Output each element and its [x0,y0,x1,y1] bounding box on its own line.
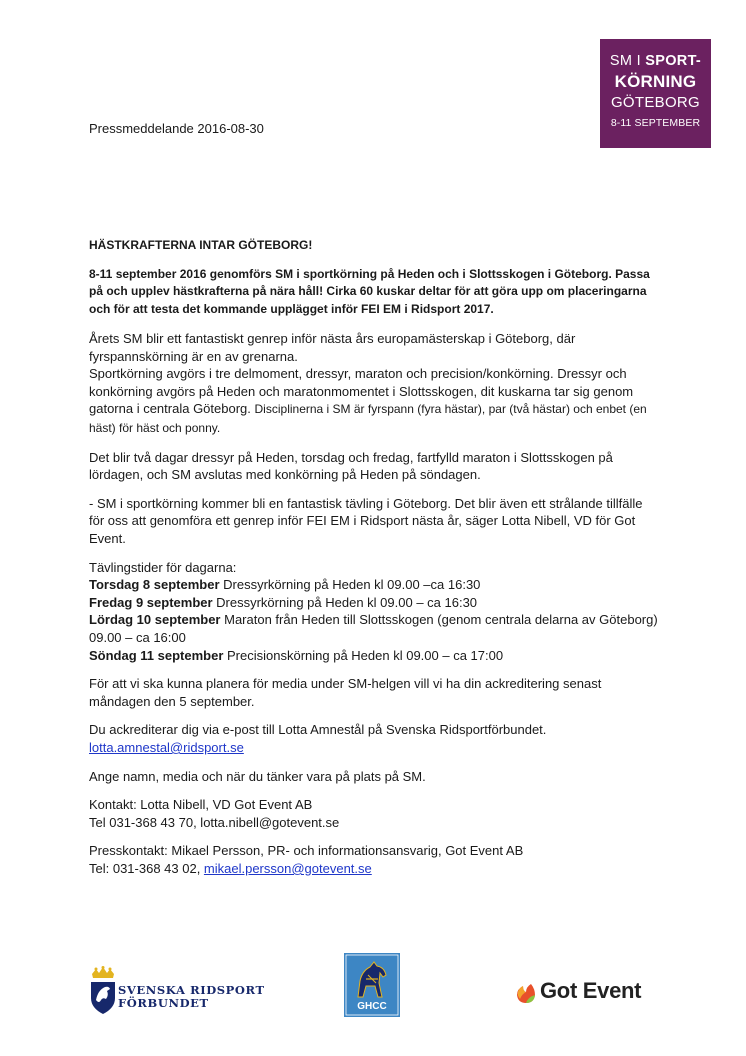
article-lead: 8-11 september 2016 genomförs SM i sportkörning på Heden och i Slottsskogen i Göteborg. Passa på och upplev hästkrafterna på nära håll! Cirka 60 kuskar deltar för att göra upp om placeringarna och för att testa det kommande upplägget inför FEI EM i Ridsport 2017. [89,266,650,316]
accreditation-email-link[interactable]: lotta.amnestal@ridsport.se [89,739,244,755]
sr-logo-line-1: SVENSKA RIDSPORT [118,983,265,997]
got-event-logo [514,978,664,1008]
press-release-date: Pressmeddelande 2016-08-30 [89,121,264,136]
paragraph-quote: - SM i sportkörning kommer bli en fantastisk tävling i Göteborg. Det blir även ett strålande tillfälle för oss att genomföra ett genrep inför FEI EM i Ridsport nästa år, säger Lotta Nibell, VD för Got Event. [89,495,643,547]
schedule-day: Fredag 9 september [89,594,213,610]
press-contact-name: Presskontakt: Mikael Persson, PR- och informationsansvarig, Got Event AB [89,843,524,859]
schedule-text: Maraton från Heden till Slottsskogen (genom centrala delarna av Göteborg) 09.00 – ca 16:00 [89,612,658,645]
sr-logo-line-2: FÖRBUNDET [118,996,209,1010]
logo-line-1a: SM I [609,53,641,69]
sm-sportkorning-logo [600,39,711,148]
ghcc-logo [344,953,400,1017]
schedule-item [89,612,658,645]
contact-block [89,796,659,831]
press-contact-block [89,842,659,877]
ghcc-logo-text: GHCC [357,1001,387,1012]
intro-line-3: Disciplinerna i SM är fyrspann (fyra hästar), par (två hästar) och enbet (en häst) för häst och ponny. [89,402,647,436]
got-event-flame-icon [514,981,538,1005]
press-contact-phone: Tel: 031-368 43 02, [89,860,204,876]
accreditation-text: Du ackrediterar dig via e-post till Lotta Amnestål på Svenska Ridsportförbundet. [89,722,547,738]
logo-line-1 [600,53,711,69]
schedule-text: Dressyrkörning på Heden kl 09.00 –ca 16:30 [219,577,481,593]
got-event-logo-text: Got Event [540,978,642,1003]
schedule-text: Dressyrkörning på Heden kl 09.00 – ca 16:30 [212,594,478,610]
contact-phone-email: Tel 031-368 43 70, lotta.nibell@gotevent.se [89,814,340,830]
logo-line-1b: SPORT- [645,53,702,69]
contact-name: Kontakt: Lotta Nibell, VD Got Event AB [89,797,313,813]
intro-line-1: Årets SM blir ett fantastiskt genrep inför nästa års europamästerskap i Göteborg, där fyrspannskörning är en av grenarna. [89,331,576,364]
schedule-text: Precisionskörning på Heden kl 09.00 – ca 17:00 [223,647,504,663]
press-contact-email-link[interactable]: mikael.persson@gotevent.se [203,860,372,876]
schedule-day: Söndag 11 september [89,647,224,663]
logo-line-3: GÖTEBORG [610,94,701,111]
logo-line-4: 8-11 SEPTEMBER [610,117,701,129]
article-body [89,237,659,889]
schedule-day: Torsdag 8 september [89,577,220,593]
paragraph-accreditation-deadline: För att vi ska kunna planera för media under SM-helgen vill vi ha din ackreditering senast måndagen den 5 september. [89,676,602,709]
article-heading: HÄSTKRAFTERNA INTAR GÖTEBORG! [89,238,313,252]
schedule-item [89,595,477,610]
paragraph-instructions: Ange namn, media och när du tänker vara på plats på SM. [89,768,426,784]
intro-line-2: Sportkörning avgörs i tre delmoment, dressyr, maraton och precision/konkörning. Dressyr och konkörning avgörs på Heden och maratonmomentet i Slottsskogen, dit kuskarna tar sig genom gatorna i centrala Göteborg. [89,366,634,417]
paragraph-schedule-summary: Det blir två dagar dressyr på Heden, torsdag och fredag, fartfylld maraton i Slottsskogen på lördagen, och SM avslutas med konkörning på Heden på söndagen. [89,449,613,483]
paragraph-intro [89,330,659,438]
schedule-day: Lördag 10 september [89,612,221,628]
schedule-item [89,648,503,663]
paragraph-accreditation-email [89,721,659,756]
horse-emblem-icon [344,953,400,1017]
schedule-item [89,577,480,592]
schedule-title: Tävlingstider för dagarna: [89,559,237,575]
svenska-ridsportforbundet-logo [88,966,278,1016]
footer-logos [0,952,746,1022]
logo-line-2: KÖRNING [614,72,697,91]
crown-shield-icon [88,966,118,1016]
competition-schedule [89,559,659,665]
sr-logo-text [118,984,265,1010]
